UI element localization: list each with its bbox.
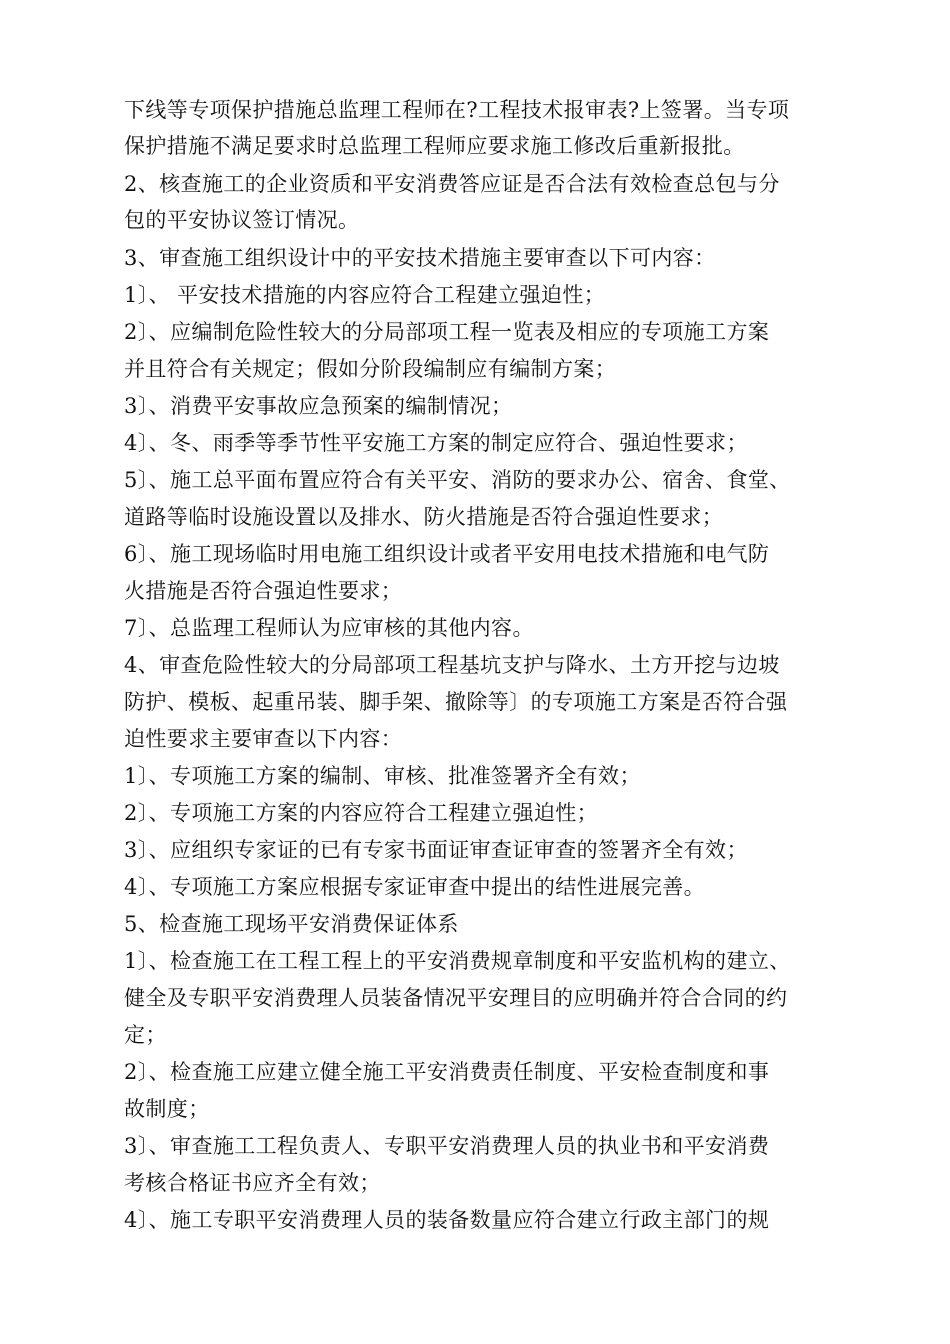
- text-line: 5〕、施工总平面布置应符合有关平安、消防的要求办公、宿舍、食堂、: [124, 468, 791, 492]
- text-line: 故制度；: [124, 1097, 210, 1121]
- text-line: 4、审查危险性较大的分局部项工程基坑支护与降水、土方开挖与边坡: [124, 653, 780, 677]
- text-line: 2〕、检查施工应建立健全施工平安消费责任制度、平安检查制度和事: [124, 1060, 770, 1084]
- text-line: 1〕、检查施工在工程工程上的平安消费规章制度和平安监机构的建立、: [124, 949, 791, 973]
- text-line: 6〕、施工现场临时用电施工组织设计或者平安用电技术措施和电气防: [124, 542, 770, 566]
- text-line: 2、核查施工的企业资质和平安消费答应证是否合法有效检查总包与分: [124, 172, 780, 196]
- text-line: 保护措施不满足要求时总监理工程师应要求施工修改后重新报批。: [124, 134, 745, 158]
- text-line: 包的平安协议签订情况。: [124, 208, 360, 232]
- text-line: 3〕、消费平安事故应急预案的编制情况；: [124, 394, 513, 418]
- text-line: 迫性要求主要审查以下内容：: [124, 727, 403, 751]
- text-line: 健全及专职平安消费理人员装备情况平安理目的应明确并符合合同的约: [124, 986, 788, 1010]
- text-line: 4〕、施工专职平安消费理人员的装备数量应符合建立行政主部门的规: [124, 1208, 770, 1232]
- text-line: 防护、模板、起重吊装、脚手架、撤除等〕的专项施工方案是否符合强: [124, 690, 788, 714]
- text-line: 考核合格证书应齐全有效；: [124, 1171, 381, 1195]
- text-line: 并且符合有关规定；假如分阶段编制应有编制方案；: [124, 357, 617, 381]
- text-line: 4〕、冬、雨季等季节性平安施工方案的制定应符合、强迫性要求；: [124, 431, 748, 455]
- text-line: 定；: [124, 1023, 167, 1047]
- text-line: 1〕、专项施工方案的编制、审核、批准签署齐全有效；: [124, 764, 641, 788]
- text-line: 道路等临时设施设置以及排水、防火措施是否符合强迫性要求；: [124, 505, 724, 529]
- text-line: 3、审查施工组织设计中的平安技术措施主要审查以下可内容：: [124, 246, 716, 270]
- text-line: 4〕、专项施工方案应根据专家证审查中提出的结性进展完善。: [124, 875, 706, 899]
- text-line: 2〕、专项施工方案的内容应符合工程建立强迫性；: [124, 801, 599, 825]
- text-line: 3〕、应组织专家证的已有专家书面证审查证审查的签署齐全有效；: [124, 838, 748, 862]
- text-line: 2〕、应编制危险性较大的分局部项工程一览表及相应的专项施工方案: [124, 320, 770, 344]
- text-line: 1〕、 平安技术措施的内容应符合工程建立强迫性；: [124, 283, 606, 307]
- text-line: 火措施是否符合强迫性要求；: [124, 579, 403, 603]
- text-line: 5、检查施工现场平安消费保证体系: [124, 912, 459, 936]
- text-line: 3〕、审查施工工程负责人、专职平安消费理人员的执业书和平安消费: [124, 1134, 770, 1158]
- text-line: 下线等专项保护措施总监理工程师在?工程技术报审表?上签署。当专项: [124, 98, 790, 122]
- text-line: 7〕、总监理工程师认为应审核的其他内容。: [124, 616, 534, 640]
